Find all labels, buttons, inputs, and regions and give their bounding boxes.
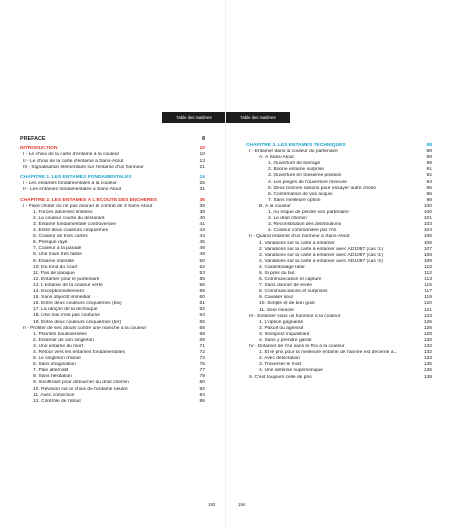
toc-entry-page: 138 [423,374,432,380]
toc-entry-title: 5. Couleur de trois cartes [33,234,88,240]
toc-entry-page: 92 [426,173,432,179]
toc-entry-title: 2. Variations sur la carte à entamer avec AD1087 (cas ①) [259,246,384,252]
toc-entry-page: 53 [199,270,205,276]
toc-entry-page: 61 [199,301,205,307]
toc-entry-page: 21 [199,164,205,170]
toc-entry-page: 52 [199,264,205,270]
toc-entry-page: 25 [199,181,205,187]
page-number: 193 [208,502,215,507]
toc-entry-page: 82 [199,386,205,392]
toc-entry-title: 18. Une fois n'est pas coutume [33,313,100,319]
toc-entry-page: 65 [199,319,205,325]
toc-entry-title: 7. Couleur à la parade [33,246,82,252]
toc-entry-page: 68 [199,325,205,331]
toc-entry-page: 96 [426,191,432,197]
toc-entry-title: 1. Ouverture de barrage [268,161,321,167]
toc-entry-title: 4. Variations sur la carte à entamer avec AD1087 (cas ③) [259,258,384,264]
toc-entry-page: 60 [199,295,205,301]
toc-entry-title: 9. Cavalier seul [259,295,293,301]
toc-entry-title: II - Profiter de ses atouts contre une manche à la couleur [23,325,147,331]
toc-entry-page: 132 [423,350,432,356]
toc-entry-title: 1. Priorités bouleversées [33,331,87,337]
toc-entry-title: 6. Sans imagination [33,362,76,368]
toc-entry-title: 4. Couleur commandée par l'As [268,228,337,234]
toc-entry-title: 2. La couleur courte du déclarant [33,215,105,221]
toc-entry-page: 73 [199,356,205,362]
toc-entry-page: 55 [199,276,205,282]
toc-entry [246,375,432,381]
toc-entry-title: 11. Pas de panique [33,270,75,276]
toc-entry-page: 10 [199,152,205,158]
toc-entry-page: 69 [199,337,205,343]
toc-entry-title: 2. Le droit chemin [268,216,307,222]
toc-entry-page: 104 [423,228,432,234]
table-of-contents [20,136,205,405]
toc-entry-page: 125 [423,319,432,325]
toc-entry-page: 117 [424,289,432,295]
toc-entry-page: 58 [199,289,205,295]
toc-entry-page: 45 [199,240,205,246]
toc-entry-page: 106 [423,234,432,240]
toc-entry-title: II - Les entames fondamentales à Sans-Atout [23,187,122,193]
toc-entry-title: 7. Sans donner de levée [259,283,313,289]
toc-entry-page: 84 [199,392,205,398]
toc-entry-title: 9. Entame interdite [33,258,75,264]
toc-entry-page: 107 [423,246,432,252]
toc-entry-title: 6. Presque rayé [33,240,68,246]
toc-entry-title: 5. Deux bonnes raisons pour essayer autre chose [268,185,376,191]
toc-entry-page: 40 [199,215,205,221]
toc-entry-title: 2. Bonne entame surprise [268,167,325,173]
toc-entry-title: 2. Avec délectation [259,356,300,362]
toc-entry-title: I - Les entames fondamentales à la couleur [23,181,117,187]
toc-entry-title: 15. Sans objectif immédiat [33,295,91,301]
toc-entry-title: CHAPITRE 2. LES ENTAMES À L'ÉCOUTE DES ENCHÈRES [20,197,157,203]
toc-entry-title: 4. Les pièges de l'ouverture mineure [268,179,347,185]
toc-entry-title: 11. Seul miracle [259,307,294,313]
toc-entry-page: 94 [426,179,432,185]
toc-entry-title: 9. Insuffisant pour détourner du droit chemin [33,380,129,386]
toc-entry-title: 6. Communication et capture [259,277,322,283]
toc-entry-page: 72 [199,349,205,355]
toc-entry-title: 16. Entre deux couleurs cinquièmes (bis) [33,301,122,307]
toc-entry-title: 7. Sans meilleure option [268,197,321,203]
toc-entry-title: 1. Forces adverses limitées [33,209,93,215]
toc-entry-page: 101 [423,216,432,222]
toc-entry-title: CHAPITRE 3. LES ENTAMES TECHNIQUES [246,143,346,148]
toc-entry-title: 3. Reconstitution des distributions [268,222,342,228]
section-tab: Table des matières [226,112,290,123]
toc-entry-page: 62 [199,307,205,313]
toc-entry-title: 2. Entamer de son singleton [33,337,94,343]
toc-entry-title: 10. Simple et de bon goût [259,301,315,307]
toc-entry-page: 71 [199,343,205,349]
toc-entry-page: 50 [199,258,205,264]
toc-entry-page: 106 [423,240,432,246]
toc-entry-title: 17. La rançon de la technique [33,307,98,313]
toc-entry-title: 19. Entre deux couleurs cinquièmes (ter) [33,319,122,325]
toc-entry-title: 8. Communications et surprises [259,289,328,295]
section-tab: Table des matières [162,112,226,123]
toc-entry-page: 10 [199,146,205,152]
toc-entry-title: 10. Du fond du court [33,264,78,270]
toc-entry-page: 80 [199,380,205,386]
toc-entry-page: 44 [199,234,205,240]
table-of-contents [246,143,432,381]
toc-entry-title: A. À Sans-Atout [259,155,294,161]
toc-entry [20,165,205,171]
toc-entry-page: 36 [199,197,205,203]
toc-entry-title: 12. Entamer pour le partenaire [33,276,100,282]
toc-entry-title: 4. Retour vers les entames fondamentales [33,349,125,355]
toc-entry-page: 91 [426,167,432,173]
toc-entry-page: 85 [199,398,205,404]
toc-entry-title: II - Quand entamer d'un honneur à Sans-Atout [249,234,350,240]
toc-entry-page: 128 [423,331,432,337]
toc-entry-page: 136 [423,368,432,374]
toc-entry-page: 133 [423,356,432,362]
toc-entry-page: 38 [199,203,205,209]
toc-entry-page: 13 [199,158,205,164]
toc-entry-title: IV - Entamer de l'As sans le Roi à la couleur [249,344,345,350]
toc-entry-page: 123 [423,313,432,319]
toc-entry-page: 126 [423,325,432,331]
toc-entry-page: 135 [423,362,432,368]
toc-entry-title: I - Faire chuter ou ne pas donner le contrat de 3 Sans-Atout [23,203,153,209]
toc-entry-title: III - Signalisation élémentaire sur l'entame d'un honneur [23,164,144,170]
toc-entry-title: B. À la couleur [259,203,291,209]
toc-entry-title: 1. Et le prix pour la meilleure entame de l'année est décerné à... [259,350,398,356]
toc-entry-page: 98 [426,197,432,203]
toc-entry-page: 56 [199,282,205,288]
toc-entry-page: 130 [423,338,432,343]
toc-entry-title: 10. Révision sur le choix de l'entame neutre [33,386,128,392]
toc-entry-page: 100 [423,203,432,209]
toc-entry-title: 3. Entame fondamentale controversée [33,222,116,228]
toc-entry-title: 14. Exceptionnellement [33,289,84,295]
toc-entry-title: 3. Ouverture en troisième position [268,173,342,179]
toc-entry-page: 89 [426,161,432,167]
toc-entry-page: 115 [424,283,432,289]
toc-entry-title: 3. Traverser le mort [259,362,302,368]
toc-entry-page: 112 [424,270,432,276]
toc-entry-page: 121 [423,307,432,313]
toc-entry-page: 108 [423,252,432,258]
toc-entry-title: I - Le choix de la carte d'entame à la couleur [23,152,120,158]
toc-entry [20,399,205,405]
toc-entry-title: PRÉFACE [20,136,46,142]
toc-entry-title: 3. Une entame du mort [33,343,84,349]
toc-entry-page: 88 [426,149,432,155]
toc-entry-title: 1. Au risque de perdre son partenaire [268,210,349,216]
toc-entry-title: 4. Sans y prendre garde [259,338,312,343]
toc-entry-page: 132 [423,344,432,350]
toc-entry-page: 110 [424,264,432,270]
toc-entry-title: 3. Variations sur la carte à entamer avec AD1087 (cas ②) [259,252,384,258]
toc-entry-title: II - Le choix de la carte d'entame à Sans-Atout [23,158,124,164]
toc-entry-title: 6. Confirmation de vos acquis [268,191,333,197]
toc-entry-title: 4. Une défense supersonique [259,368,323,374]
toc-entry-page: 48 [199,246,205,252]
toc-entry-title: III - Entamer sous un honneur à la couleur [249,313,341,319]
toc-entry-page: 49 [199,252,205,258]
toc-entry-page: 75 [199,362,205,368]
toc-entry-title: 1. L'option gagnante [259,319,304,325]
toc-entry-page: 120 [423,301,432,307]
toc-entry-title: 3. Inrespect inqualifiant [259,331,310,337]
toc-entry-title: 4. Carambolage fatal [259,264,305,270]
toc-entry-title: CHAPITRE 1. LES ENTAMES FONDAMENTALES [20,175,132,181]
toc-entry-page: 103 [423,222,432,228]
toc-entry-title: I - Entamer dans la couleur du partenaire [249,149,338,155]
toc-entry-title: 12. Contrôle de l'atout [33,398,81,404]
toc-entry-page: 88 [426,143,432,148]
toc-entry-page: 68 [199,331,205,337]
toc-entry-title: 5. C'est toujours celle de pris [249,374,312,380]
toc-entry [20,187,205,193]
toc-entry-page: 79 [199,374,205,380]
toc-entry-title: 8. Sans hésitation [33,374,72,380]
toc-entry-page: 77 [199,368,205,374]
toc-entry-title: 8. Une main très faible [33,252,82,258]
toc-entry-page: 113 [424,277,432,283]
toc-entry-title: INTRODUCTION [20,146,58,152]
toc-entry [20,136,205,142]
toc-entry-page: 100 [423,210,432,216]
toc-entry-page: 43 [199,228,205,234]
toc-entry-title: 5. Le singleton d'atout [33,356,81,362]
toc-entry-title: 13. L'entame de la couleur verte [33,282,103,288]
toc-entry-page: 8 [202,136,205,142]
toc-entry-page: 64 [199,313,205,319]
toc-entry-page: 24 [199,175,205,181]
right-page [226,0,452,530]
toc-entry-page: 109 [423,258,432,264]
toc-entry-page: 41 [199,222,205,228]
toc-entry-page: 31 [199,187,205,193]
toc-entry-title: 5. Si près du but [259,270,295,276]
toc-entry-title: 7. Plan alternatif [33,368,69,374]
toc-entry-page: 38 [199,209,205,215]
toc-entry-title: 1. Variations sur la carte à entamer [259,240,335,246]
toc-entry-page: 89 [426,155,432,161]
toc-entry-title: 11. Avec conviction [33,392,75,398]
toc-entry-title: 2. Pasoif ou agressif [259,325,304,331]
toc-entry-page: 119 [424,295,432,301]
page-number: 194 [238,502,245,507]
toc-entry-page: 95 [426,185,432,191]
toc-entry-title: 4. Entre deux couleurs cinquièmes [33,228,109,234]
